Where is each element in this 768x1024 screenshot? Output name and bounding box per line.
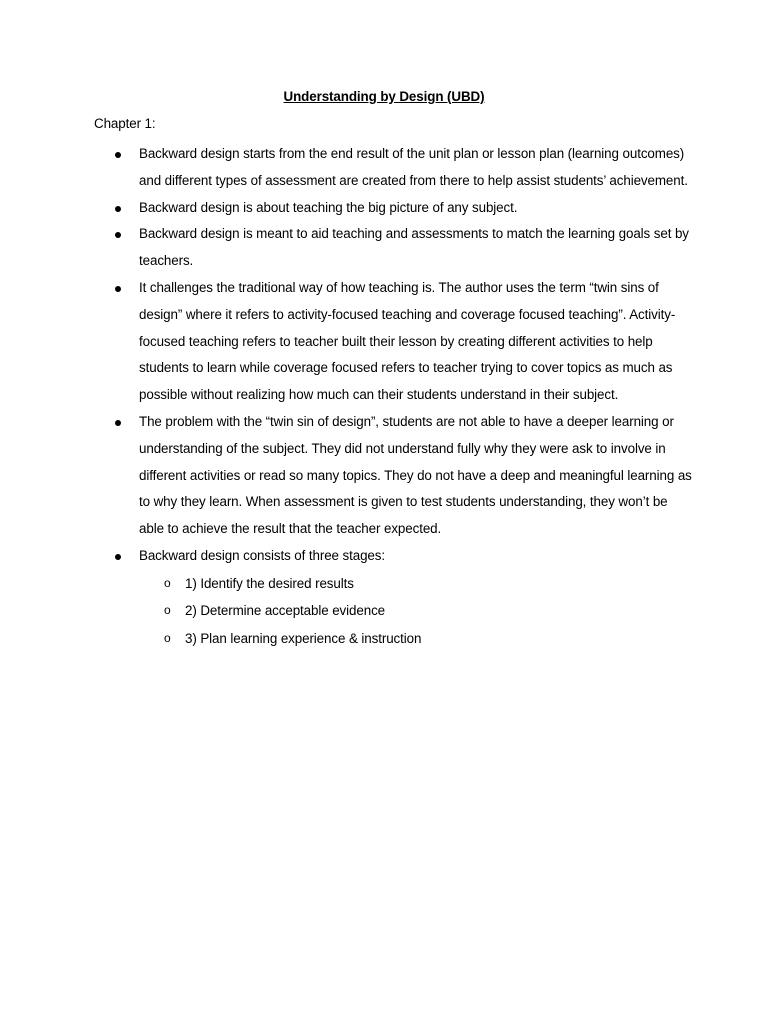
sub-list-item-text: 1) Identify the desired results <box>185 575 354 591</box>
bullet-icon <box>115 286 121 292</box>
list-item-text: The problem with the “twin sin of design”, students are not able to have a deeper learning or understanding of the subject. They did not understand fully why they were ask to involve in different activities or read so many topics. They do not have a deep and meaningful learning as to why they learn. When assessment is given to test students understanding, they won’t be able to achieve the result that the teacher expected. <box>139 413 692 537</box>
document-title: Understanding by Design (UBD) <box>283 89 485 104</box>
bullet-icon <box>115 152 121 158</box>
list-item <box>94 221 694 275</box>
list-item-text: Backward design is meant to aid teaching and assessments to match the learning goals set by teachers. <box>139 226 689 269</box>
sub-list-item-text: 3) Plan learning experience & instruction <box>185 630 422 646</box>
bullet-icon <box>115 232 121 238</box>
bullet-icon <box>115 554 121 560</box>
hollow-bullet-icon: o <box>164 630 171 645</box>
list-item-text: Backward design consists of three stages: <box>139 547 385 563</box>
list-item-text: It challenges the traditional way of how teaching is. The author uses the term “twin sins of design” where it refers to activity-focused teaching and coverage focused teaching”. Activity-focused teaching refers to teacher built their lesson by creating different activities to help students to learn while coverage focused refers to teacher trying to cover topics as much as possible without realizing how much can their students understand in their subject. <box>139 279 676 403</box>
list-item <box>94 141 694 195</box>
sub-list-item <box>139 597 694 625</box>
sub-list-item <box>139 570 694 598</box>
list-item <box>94 543 694 652</box>
list-item <box>94 195 694 222</box>
chapter-heading: Chapter 1: <box>94 116 156 131</box>
bullet-list <box>94 141 694 652</box>
bullet-icon <box>115 420 121 426</box>
list-item <box>94 275 694 409</box>
sub-list-item-text: 2) Determine acceptable evidence <box>185 603 386 619</box>
list-item <box>94 409 694 543</box>
list-item-text: Backward design starts from the end result of the unit plan or lesson plan (learning outcomes) and different types of assessment are created from there to help assist students’ achievement. <box>139 146 688 188</box>
sub-list-item <box>139 625 694 653</box>
hollow-bullet-icon: o <box>164 603 171 618</box>
hollow-bullet-icon: o <box>164 575 171 590</box>
bullet-icon <box>115 206 121 212</box>
stages-list <box>139 570 694 653</box>
list-item-text: Backward design is about teaching the big picture of any subject. <box>139 199 518 215</box>
